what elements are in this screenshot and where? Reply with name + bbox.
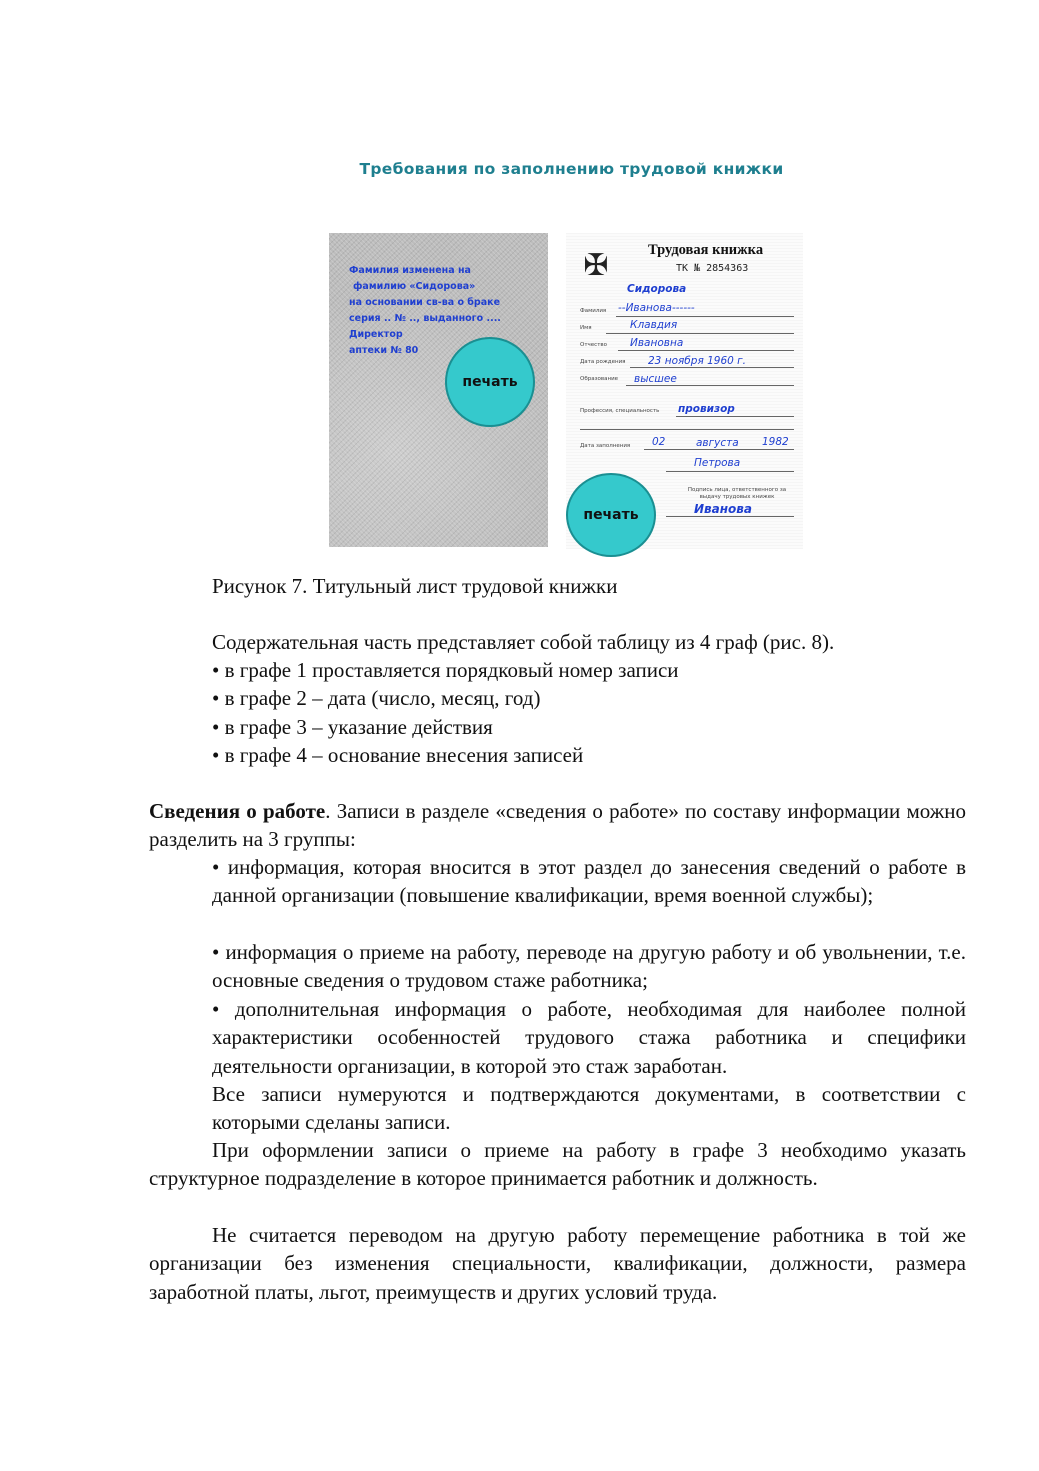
figure-caption: Рисунок 7. Титульный лист трудовой книжки [212, 574, 618, 598]
label-birth-date: Дата рождения [580, 359, 626, 365]
patronymic-value: Ивановна [630, 337, 684, 349]
group-item: • информация о приеме на работу, переводе на другую работу и об увольнении, т.е. основные сведения о трудовом стаже работника; [212, 940, 966, 993]
group-item: • информация, которая вносится в этот раздел до занесения сведений о работе в данной организации (повышение квалификации, время военной службы); [212, 855, 966, 908]
intro-paragraph: Содержательная часть представляет собой таблицу из 4 граф (рис. 8). [212, 630, 835, 654]
new-surname: Сидорова [627, 283, 687, 295]
stamp-circle: печать [566, 473, 656, 557]
fill-month: августа [696, 437, 739, 449]
list-item: • в графе 4 – основание внесения записей [212, 742, 584, 767]
label-education: Образование [580, 376, 619, 382]
profession-value: провизор [678, 403, 735, 415]
label-name: Имя [580, 325, 592, 331]
coat-of-arms-icon: ✠ [583, 249, 609, 282]
responsible-signature: Петрова [694, 457, 741, 469]
numbering-paragraph: Все записи нумеруются и подтверждаются документами, в соответствии с которыми сделаны записи. [212, 1082, 966, 1135]
name-value: Клавдия [630, 319, 678, 331]
card-series-number: ТК № 2854363 [676, 263, 749, 274]
label-surname: Фамилия [580, 308, 607, 314]
card-title: Трудовая книжка [648, 242, 764, 258]
column-list [212, 656, 679, 769]
figure-title: Требования по заполнению трудовой книжки [359, 160, 784, 178]
transfer-rule-paragraph: Не считается переводом на другую работу перемещение работника в той же организации без изменения специальности, квалификации, должности, размера заработной платы, льгот, преимуществ и других условий труда. [149, 1223, 966, 1304]
education-value: высшее [634, 373, 677, 385]
fill-year: 1982 [762, 436, 789, 448]
label-fill-date: Дата заполнения [580, 443, 631, 449]
note-line: Директор [349, 329, 403, 340]
surname-value: --Иванова------ [618, 302, 695, 314]
group-item: • дополнительная информация о работе, необходимая для наиболее полной характеристики особенностей трудового стажа работника и специфики деятельности организации, в которой это стаж заработан. [212, 997, 966, 1078]
note-line: серия .. № .., выданного .... [349, 313, 501, 324]
hire-rule-paragraph: При оформлении записи о приеме на работу в графе 3 необходимо указать структурное подразделение в которое принимается работник и должность. [149, 1138, 966, 1191]
section-heading: Сведения о работе [149, 799, 326, 823]
label-responsible: Подпись лица, ответственного за выдачу трудовых книжек [687, 487, 787, 500]
list-item: • в графе 2 – дата (число, месяц, год) [212, 686, 541, 711]
list-item: • в графе 1 проставляется порядковый номер записи [212, 658, 679, 682]
note-line: на основании св-ва о браке [349, 297, 501, 308]
label-profession: Профессия, специальность [580, 408, 660, 414]
section-lead-text: . Записи в разделе «сведения о работе» по составу информации можно разделить на 3 группы: [149, 799, 966, 852]
birth-date-value: 23 ноября 1960 г. [648, 355, 747, 367]
title-page-image [566, 233, 803, 549]
label-patronymic: Отчество [580, 342, 608, 348]
stamp-circle: печать [445, 337, 535, 427]
note-line: аптеки № 80 [349, 345, 419, 356]
list-item: • в графе 3 – указание действия [212, 714, 493, 739]
fill-day: 02 [652, 436, 666, 448]
note-line: фамилию «Сидорова» [353, 281, 476, 292]
section-lead-paragraph [149, 797, 966, 854]
title-page-reverse-image [329, 233, 548, 547]
note-line: Фамилия изменена на [349, 265, 471, 276]
owner-signature: Иванова [694, 502, 752, 516]
